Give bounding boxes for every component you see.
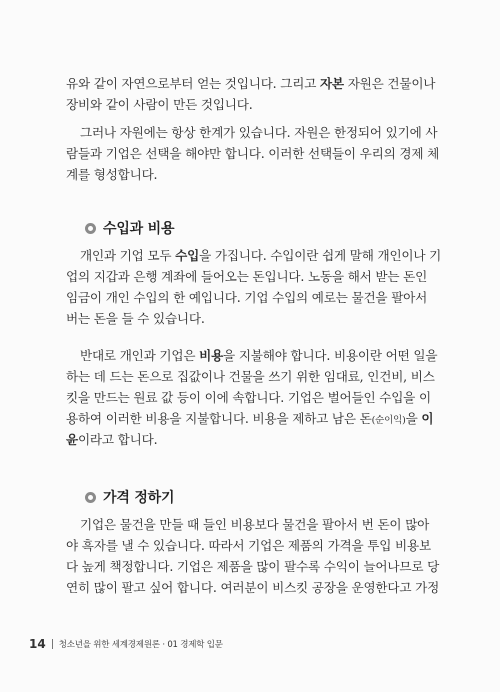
text-line: 람들과 기업은 선택을 해야만 합니다. 이러한 선택들이 우리의 경제 체 [66,146,440,161]
text-line: 윤이라고 합니다. [66,432,158,447]
text-line: 기업은 물건을 만들 때 들인 비용보다 물건을 팔아서 번 돈이 많아 [80,517,430,532]
section-heading-text: 가격 정하기 [103,490,175,506]
text-line: 업의 지갑과 은행 계좌에 들어오는 돈입니다. 노동을 해서 받는 돈인 [66,269,428,284]
text-line: 연히 많이 팔고 싶어 합니다. 여러분이 비스킷 공장을 운영한다고 가정 [66,580,440,595]
text-line: 하는 데 드는 돈으로 집값이나 건물을 쓰기 위한 임대료, 인건비, 비스 [66,369,435,384]
running-footer-title: 청소년을 위한 세계경제원론 · 01 경제학 입문 [58,640,223,650]
text-line: 반대로 개인과 기업은 비용을 지불해야 합니다. 비용이란 어떤 일을 [80,348,438,363]
text-line: 개인과 기업 모두 수입을 가집니다. 수입이란 쉽게 말해 개인이나 기 [80,248,442,263]
bullet-circle-icon [85,492,96,503]
text-line: 장비와 같이 사람이 만든 것입니다. [66,97,253,112]
section-heading-text: 수입과 비용 [103,221,175,237]
section-heading-pricing [85,486,174,508]
section-heading-income-costs [85,217,174,239]
text-line: 계를 형성합니다. [66,167,158,182]
paragraph-resources-end [66,73,434,115]
paragraph-resource-limits [66,122,440,185]
bullet-circle-icon [85,223,96,234]
text-line: 임금이 개인 수입의 한 예입니다. 기업 수입의 예로는 물건을 팔아서 [66,290,428,305]
paragraph-income [66,245,442,329]
paragraph-costs [66,345,438,450]
paragraph-pricing [66,514,440,598]
text-line: 킷을 만드는 원료 값 등이 이에 속합니다. 기업은 벌어들인 수입을 이 [66,390,431,405]
text-line: 용하여 이러한 비용을 지불합니다. 비용을 제하고 남은 돈(순이익)을 이 [66,411,434,426]
text-line: 유와 같이 자연으로부터 얻는 것입니다. 그리고 자본 자원은 건물이나 [66,76,436,91]
text-line: 다 높게 책정합니다. 기업은 제품을 많이 팔수록 수익이 늘어나므로 당 [66,559,440,574]
text-line: 버는 돈을 들 수 있습니다. [66,311,205,326]
page-footer [29,637,223,651]
footer-divider [52,639,53,649]
text-line: 그러나 자원에는 항상 한계가 있습니다. 자원은 한정되어 있기에 사 [80,125,438,140]
text-line: 야 흑자를 낼 수 있습니다. 따라서 기업은 제품의 가격을 투입 비용보 [66,538,431,553]
page-number: 14 [29,637,46,651]
